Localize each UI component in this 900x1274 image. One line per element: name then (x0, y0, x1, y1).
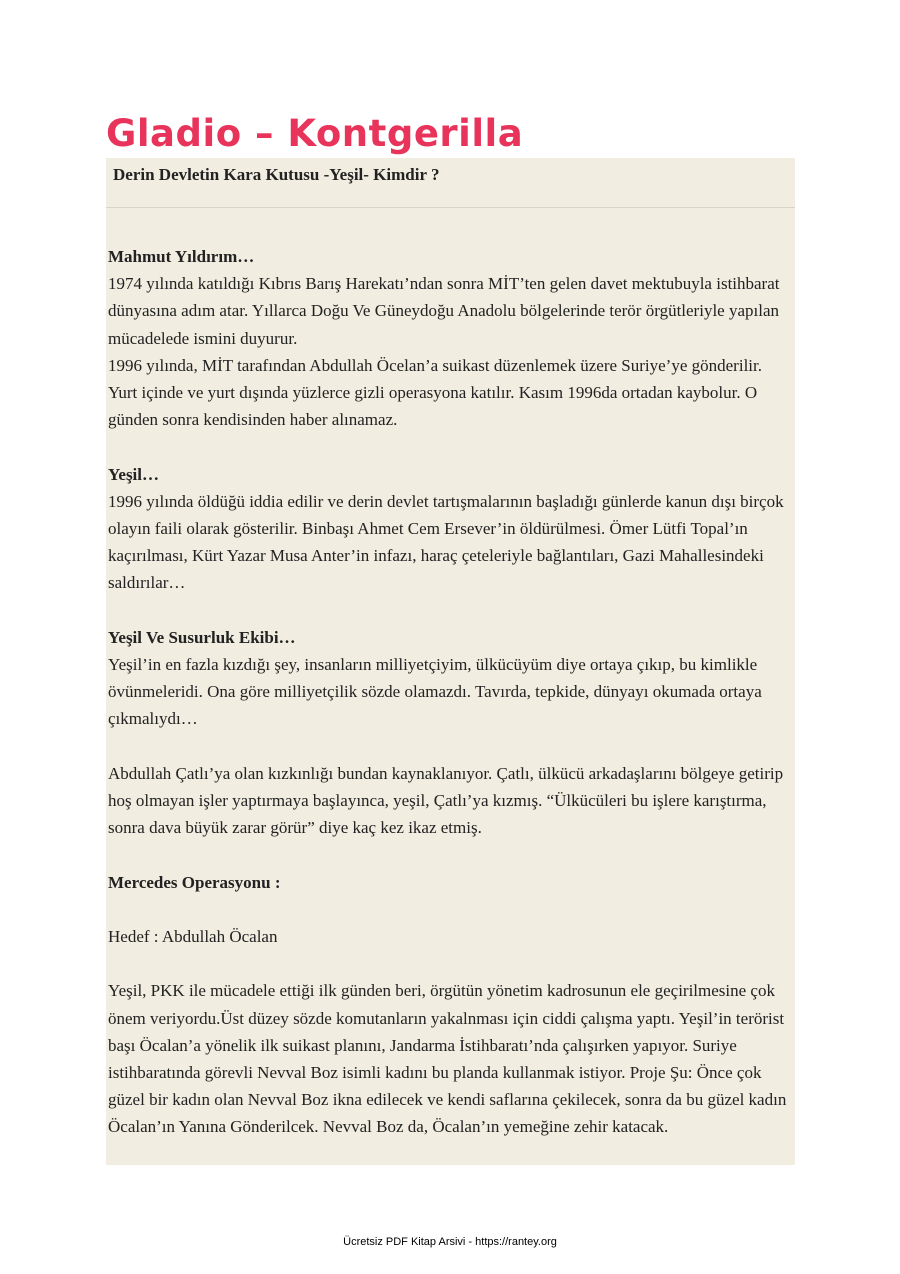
article-subtitle: Derin Devletin Kara Kutusu -Yeşil- Kimdir ? (113, 165, 440, 184)
divider (106, 207, 795, 208)
paragraph: Yeşil’in en fazla kızdığı şey, insanların milliyetçiyim, ülkücüyüm diye ortaya çıkıp, bu kimlikle övünmeleridi. Ona göre milliyetçilik sözde olamazdı. Tavırda, tepkide, dünyayı okumada ortaya çıkmalıydı… (108, 655, 762, 729)
spacer (108, 950, 794, 977)
spacer (108, 841, 794, 868)
target-line: Hedef : Abdullah Öcalan (108, 927, 278, 946)
paragraph: 1996 yılında, MİT tarafından Abdullah Öcelan’a suikast düzenlemek üzere Suriye’ye gönderilir. Yurt içinde ve yurt dışında yüzlerce gizli operasyona katılır. Kasım 1996da ortadan kaybolur. O günden sonra kendisinden haber alınamaz. (108, 355, 762, 430)
paragraph: Abdullah Çatlı’ya olan kızkınlığı bundan kaynaklanıyor. Çatlı, ülkücü arkadaşlarını bölgeye getirip hoş olmayan işler yaptırmaya başlayınca, yeşil, Çatlı’ya kızmış. “Ülkücüleri bu işlere karıştırma, sonra dava büyük zarar görür” diye kaç kez ikaz etmiş. (108, 763, 784, 838)
section-heading-susurluk: Yeşil Ve Susurluk Ekibi… (108, 627, 296, 647)
section-heading-mercedes: Mercedes Operasyonu : (108, 872, 281, 892)
page-footer: Ücretsiz PDF Kitap Arsivi - https://rantey.org (343, 1236, 557, 1248)
article-body (108, 243, 794, 1141)
page-title: Gladio – Kontgerilla (106, 112, 524, 155)
paragraph: 1974 yılında katıldığı Kıbrıs Barış Harekatı’ndan sonra MİT’ten gelen davet mektubuyla istihbarat dünyasına adım atar. Yıllarca Doğu Ve Güneydoğu Anadolu bölgelerinde terör örgütleriyle yapılan mücadelede ismini duyurur. (108, 274, 780, 348)
article-panel (106, 158, 795, 1165)
section-heading-yesil: Yeşil… (108, 464, 159, 484)
paragraph: Yeşil, PKK ile mücadele ettiği ilk günden beri, örgütün yönetim kadrosunun ele geçirilmesine çok önem veriyordu.Üst düzey sözde komutanların yakalnması için ciddi çalışma yaptı. Yeşil’in terörist başı Öcalan’a yönelik ilk suikast planını, Jandarma İstihbaratı’nda çalışırken yapıyor. Suriye istihbaratında görevli Nevval Boz isimli kadını bu planda kullanmak istiyor. Proje Şu: Önce çok güzel bir kadın olan Nevval Boz ikna edilecek ve kendi saflarına çekilecek, sonra da bu güzel kadın Öcalan’ın Yanına Gönderilcek. Nevval Boz da, Öcalan’ın yemeğine zehir katacak. (108, 981, 787, 1137)
spacer (108, 597, 794, 624)
paragraph: 1996 yılında öldüğü iddia edilir ve derin devlet tartışmalarının başladığı günlerde kanun dışı birçok olayın faili olarak gösterilir. Binbaşı Ahmet Cem Ersever’in öldürülmesi. Ömer Lütfi Topal’ın kaçırılması, Kürt Yazar Musa Anter’in infazı, haraç çeteleriyle bağlantıları, Gazi Mahallesindeki saldırılar… (108, 491, 784, 593)
spacer (108, 733, 794, 760)
section-heading-mahmut: Mahmut Yıldırım… (108, 247, 255, 266)
spacer (108, 433, 794, 460)
spacer (108, 896, 794, 923)
